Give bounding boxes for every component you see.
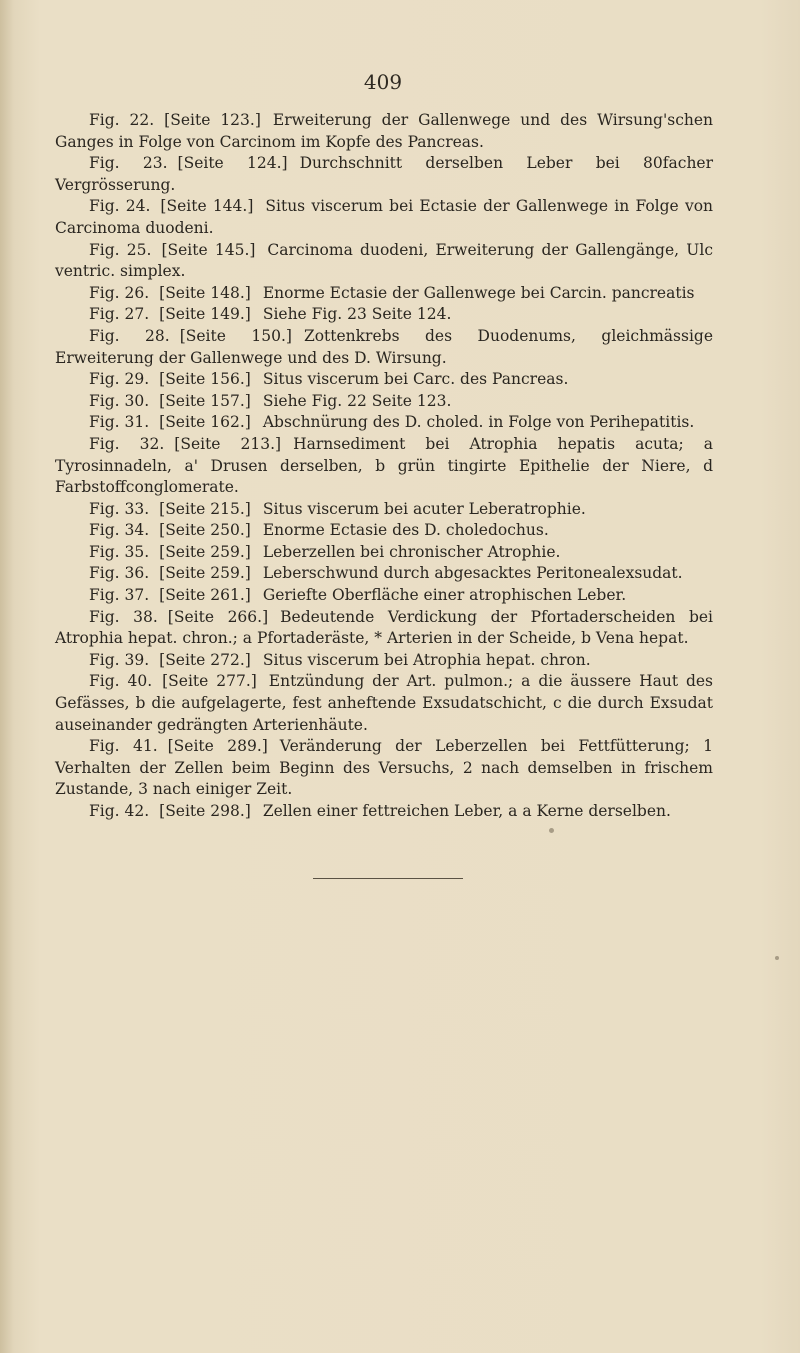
page-reference: [Seite 144.] (160, 197, 254, 216)
page-reference: [Seite 277.] (162, 672, 257, 691)
figure-description: Situs viscerum bei acuter Leberatrophie. (262, 499, 586, 518)
page-reference: [Seite 149.] (159, 305, 251, 324)
figure-label: Fig. 40. (89, 672, 153, 691)
figure-label: Fig. 34. (89, 521, 150, 540)
figure-index-list (55, 110, 713, 823)
figure-label: Fig. 26. (89, 283, 150, 302)
figure-entry (55, 736, 713, 801)
paper-speck (775, 956, 779, 960)
figure-label: Fig. 36. (89, 564, 150, 583)
figure-description: Entzündung der Art. pulmon.; a die äussere Haut des Gefässes, b die aufgelagerte, fest anheftende Exsudatschicht, c die durch Exsudat auseinander gedrängten Arterienhäute. (55, 672, 714, 734)
figure-description: Situs viscerum bei Atrophia hepat. chron. (262, 650, 591, 669)
figure-entry (55, 650, 713, 672)
page-reference: [Seite 272.] (159, 650, 251, 669)
figure-label: Fig. 30. (89, 391, 150, 410)
figure-description: Situs viscerum bei Ectasie der Gallenwege in Folge von Carcinoma duodeni. (55, 197, 714, 237)
page-reference: [Seite 250.] (159, 521, 251, 540)
figure-label: Fig. 28. (89, 326, 170, 345)
figure-label: Fig. 25. (89, 240, 152, 259)
paper-speck (549, 828, 554, 833)
figure-description: Leberzellen bei chronischer Atrophie. (262, 542, 561, 561)
page-reference: [Seite 259.] (159, 542, 251, 561)
figure-description: Erweiterung der Gallenwege und des Wirsung'schen Ganges in Folge von Carcinom im Kopfe des Pancreas. (55, 111, 714, 151)
figure-entry (55, 801, 713, 823)
figure-entry (55, 326, 713, 369)
figure-description: Geriefte Oberfläche einer atrophischen Leber. (262, 586, 627, 605)
figure-description: Carcinoma duodeni, Erweiterung der Gallengänge, Ulc ventric. simplex. (55, 240, 714, 281)
page-reference: [Seite 156.] (159, 370, 251, 389)
figure-description: Harnsediment bei Atrophia hepatis acuta; a Tyrosinnadeln, a' Drusen derselben, b grün tingirte Epithelie der Niere, d Farbstoffconglomerate. (55, 434, 714, 497)
page-reference: [Seite 266.] (167, 607, 269, 626)
figure-description: Bedeutende Verdickung der Pfortaderscheiden bei Atrophia hepat. chron.; a Pfortaderäste, * Arterien in der Scheide, b Vena hepat. (55, 607, 714, 648)
page-reference: [Seite 123.] (164, 111, 261, 129)
figure-label: Fig. 33. (89, 499, 150, 518)
figure-label: Fig. 37. (89, 586, 150, 605)
figure-description: Siehe Fig. 23 Seite 124. (262, 305, 452, 324)
figure-label: Fig. 35. (89, 542, 150, 561)
figure-entry (55, 542, 713, 564)
figure-description: Enorme Ectasie des D. choledochus. (262, 521, 549, 540)
page-number: 409 (363, 70, 403, 94)
page-reference: [Seite 124.] (177, 154, 288, 173)
page-reference: [Seite 157.] (159, 391, 251, 410)
figure-label: Fig. 27. (89, 305, 150, 324)
figure-entry (55, 110, 713, 153)
figure-label: Fig. 29. (89, 370, 150, 389)
page-reference: [Seite 145.] (161, 240, 256, 259)
figure-description: Siehe Fig. 22 Seite 123. (262, 391, 452, 410)
figure-entry (55, 369, 713, 391)
figure-description: Veränderung der Leberzellen bei Fettfütterung; 1 Verhalten der Zellen beim Beginn des Versuchs, 2 nach demselben in frischem Zustande, 3 nach einiger Zeit. (55, 737, 714, 799)
figure-entry (55, 585, 713, 607)
page-reference: [Seite 259.] (159, 564, 251, 583)
figure-entry (55, 240, 713, 283)
figure-label: Fig. 32. (89, 434, 165, 453)
page-reference: [Seite 150.] (179, 326, 292, 345)
figure-entry (55, 671, 713, 736)
figure-label: Fig. 38. (89, 607, 158, 626)
figure-label: Fig. 24. (89, 197, 151, 216)
page-reference: [Seite 215.] (159, 499, 251, 518)
figure-label: Fig. 22. (89, 111, 155, 129)
figure-label: Fig. 42. (89, 802, 150, 820)
figure-description: Abschnürung des D. choled. in Folge von Perihepatitis. (262, 413, 695, 432)
figure-entry (55, 434, 713, 499)
figure-entry (55, 412, 713, 434)
figure-entry (55, 391, 713, 413)
figure-description: Situs viscerum bei Carc. des Pancreas. (262, 370, 569, 389)
figure-entry (55, 304, 713, 326)
end-rule (313, 878, 463, 879)
figure-entry (55, 283, 713, 305)
page-reference: [Seite 289.] (167, 737, 268, 756)
page-reference: [Seite 162.] (159, 413, 251, 432)
figure-label: Fig. 23. (89, 154, 168, 173)
figure-entry (55, 499, 713, 521)
figure-description: Enorme Ectasie der Gallenwege bei Carcin. pancreatis (262, 283, 695, 302)
figure-entry (55, 153, 713, 196)
page-reference: [Seite 148.] (159, 283, 251, 302)
figure-label: Fig. 31. (89, 413, 150, 432)
figure-description: Zottenkrebs des Duodenums, gleichmässige Erweiterung der Gallenwege und des D. Wirsung. (55, 326, 713, 367)
figure-entry (55, 563, 713, 585)
figure-entry (55, 196, 713, 239)
figure-description: Durchschnitt derselben Leber bei 80facher Vergrösserung. (55, 154, 714, 194)
page-reference: [Seite 213.] (174, 434, 282, 453)
page-reference: [Seite 298.] (159, 802, 251, 820)
figure-entry (55, 607, 713, 650)
page-reference: [Seite 261.] (159, 586, 251, 605)
figure-label: Fig. 39. (89, 650, 150, 669)
figure-entry (55, 520, 713, 542)
figure-description: Zellen einer fettreichen Leber, a a Kerne derselben. (262, 802, 671, 820)
figure-description: Leberschwund durch abgesacktes Peritonealexsudat. (262, 564, 683, 583)
figure-label: Fig. 41. (89, 737, 158, 756)
